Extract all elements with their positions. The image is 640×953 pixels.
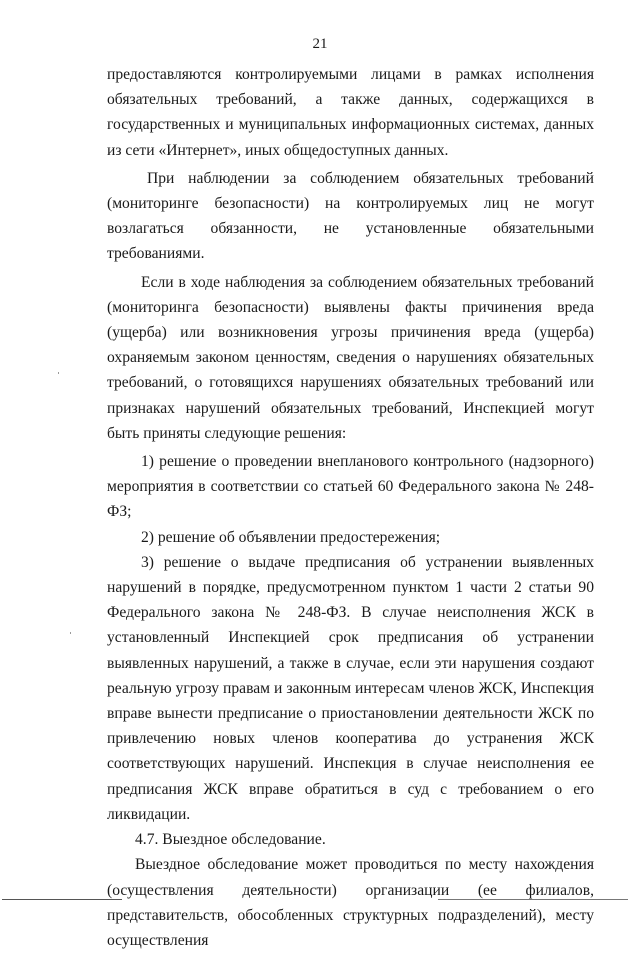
- scan-artifact: [70, 632, 71, 634]
- paragraph-monitoring-violations: Если в ходе наблюдения за соблюдением обязательных требований (мониторинга безопасности) выявлены факты причинения вреда (ущерба) или возникновения угрозы причинения вреда (ущерба) охраняемым законом ценностям, сведения о нарушениях обязательных требований, о готовящихся нарушениях обязательных требований или признаках нарушений обязательных требований, Инспекцией могут быть приняты следующие решения:: [107, 273, 594, 442]
- paragraph-monitoring-obligations: При наблюдении за соблюдением обязательных требований (мониторинге безопасности) на контролируемых лиц не могут возлагаться обязанности, не установленные обязательными требованиями.: [107, 169, 594, 263]
- paragraph-continuation: предоставляются контролируемыми лицами в рамках исполнения обязательных требований, а также данных, содержащихся в государственных и муниципальных информационных системах, данных из сети «Интернет», иных общедоступных данных.: [107, 66, 594, 159]
- scan-edge-line: [438, 899, 628, 900]
- document-body: [107, 62, 594, 953]
- scan-artifact: [58, 372, 59, 374]
- list-item-decision-3: 3) решение о выдаче предписания об устранении выявленных нарушений в порядке, предусмотренном пунктом 1 части 2 статьи 90 Федерального закона № 248-ФЗ. В случае неисполнения ЖСК в установленный Инспекцией срок предписания об устранении выявленных нарушений, а также в случае, если эти нарушения создают реальную угрозу правам и законным интересам членов ЖСК, Инспекция вправе вынести предписание о приостановлении деятельности ЖСК по привлечению новых членов кооператива до устранения ЖСК соответствующих нарушений. Инспекция в случае неисполнения ее предписания ЖСК вправе обратиться в суд с требованием о его ликвидации.: [107, 553, 594, 823]
- scan-edge-line: [2, 899, 122, 900]
- paragraph-field-inspection: Выездное обследование может проводиться по месту нахождения (осуществления деятельности) организации (ее филиалов, представительств, обособленных структурных подразделений), месту осуществления: [107, 856, 594, 949]
- section-heading-4-7: 4.7. Выездное обследование.: [135, 831, 326, 849]
- page-number: 21: [312, 36, 328, 52]
- list-item-decision-2: 2) решение об объявлении предостережения;: [141, 528, 441, 546]
- list-item-decision-1: 1) решение о проведении внепланового контрольного (надзорного) мероприятия в соответствии со статьей 60 Федерального закона № 248-ФЗ;: [107, 453, 594, 521]
